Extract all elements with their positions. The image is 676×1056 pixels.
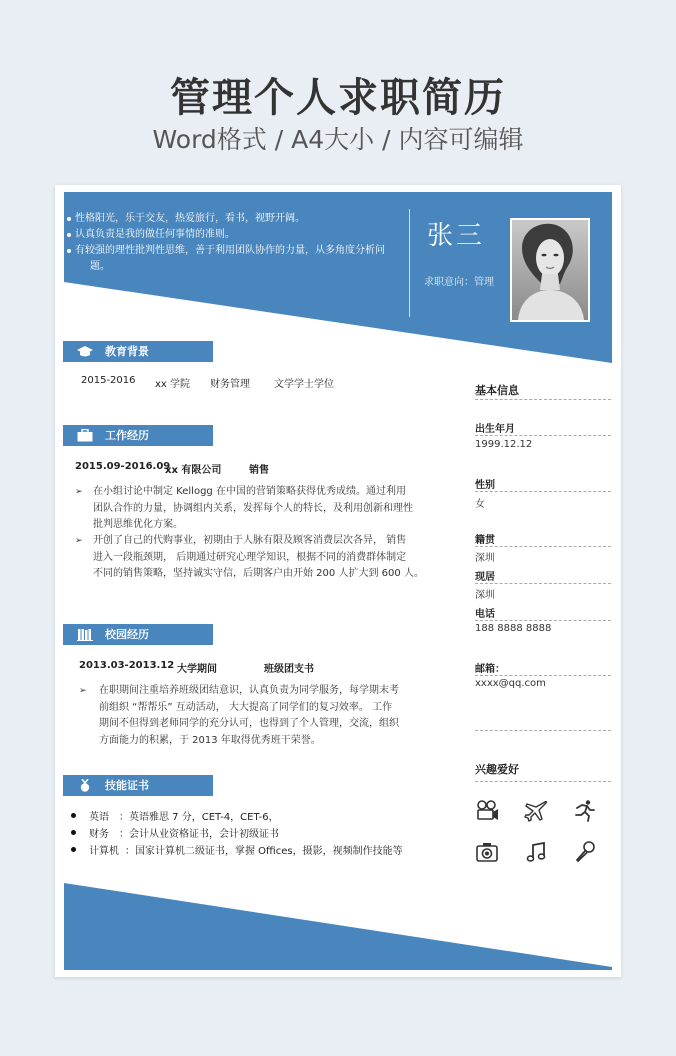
- profile-photo: [510, 218, 590, 322]
- briefcase-icon: [77, 429, 93, 442]
- gender-label: 性别: [475, 480, 495, 491]
- section-header-skills: 技能证书: [63, 775, 213, 796]
- section-header-work: 工作经历: [63, 425, 213, 446]
- phone-value: 188 8888 8888: [475, 623, 552, 634]
- gender-value: 女: [475, 499, 485, 510]
- divider: [475, 399, 611, 400]
- header-bullet: 有较强的理性批判性思维，善于利用团队协作的力量，从多角度分析问: [75, 243, 385, 259]
- divider: [475, 620, 611, 621]
- airplane-icon: [524, 799, 548, 823]
- header-bullet: 认真负责是我的做任何事情的准则。: [75, 227, 235, 243]
- candidate-name: 张三: [427, 221, 486, 251]
- music-note-icon: [524, 840, 548, 864]
- birth-value: 1999.12.12: [475, 439, 533, 450]
- promo-title: 管理个人求职简历: [170, 75, 506, 121]
- residence-value: 深圳: [475, 590, 495, 601]
- skill-label: 财务: [89, 829, 109, 840]
- divider: [475, 491, 611, 492]
- skill-value: ：会计从业资格证书，会计初级证书: [119, 829, 279, 840]
- section-header-campus: 校园经历: [63, 624, 213, 645]
- resume-sheet: [55, 185, 621, 977]
- divider: [475, 730, 611, 731]
- divider: [475, 546, 611, 547]
- work-role: 销售: [249, 465, 269, 476]
- divider: [475, 781, 611, 782]
- campus-role: 班级团支书: [264, 664, 314, 675]
- skill-bullet: [71, 830, 76, 835]
- campus-period: 2013.03-2013.12: [79, 660, 175, 671]
- arrow-bullet: ➢: [75, 487, 83, 497]
- education-period: 2015-2016: [81, 375, 136, 386]
- skill-bullet: [71, 813, 76, 818]
- section-header-education: 教育背景: [63, 341, 213, 362]
- running-icon: [573, 799, 597, 823]
- skill-bullet: [71, 847, 76, 852]
- divider: [475, 583, 611, 584]
- arrow-bullet: ➢: [79, 686, 87, 696]
- origin-label: 籍贯: [475, 535, 495, 546]
- campus-description: 在职期间注重培养班级团结意识，认真负责为同学服务，每学期末考 前组织 “帮帮乐” 互动活动， 大大提高了同学们的复习效率。 工作 期间不但得到老师同学的充分认可，也得到了个人管理，交流，组织 方面能力的积累，于 2013 年取得优秀班干荣誉。: [99, 685, 399, 746]
- hobbies-title: 兴趣爱好: [475, 763, 519, 776]
- header-divider: [409, 209, 410, 317]
- birth-label: 出生年月: [475, 424, 515, 435]
- divider: [475, 675, 611, 676]
- work-company: xx 有限公司: [165, 465, 222, 476]
- email-label: 邮箱：: [475, 664, 505, 675]
- divider: [475, 435, 611, 436]
- microphone-icon: [573, 840, 597, 864]
- work-item: 在小组讨论中制定 Kellogg 在中国的营销策略获得优秀成绩。通过利用 团队合作的力量，协调组内关系，发挥每个人的特长，及利用创新和理性 批判思维优化方案。: [93, 486, 413, 530]
- work-item: 开创了自己的代购事业，初期由于人脉有限及顾客消费层次各异， 销售 进入一段瓶颈期， 后期通过研究心理学知识，根据不同的消费群体制定 不同的销售策略，坚持诚实守信，后期客户由开始 200 人扩大到 600 人。: [93, 535, 424, 579]
- campus-org: 大学期间: [177, 664, 217, 675]
- film-camera-icon: [475, 799, 499, 823]
- phone-label: 电话: [475, 609, 495, 620]
- promo-subtitle: Word格式 / A4大小 / 内容可编辑: [152, 125, 524, 154]
- info-title: 基本信息: [475, 384, 519, 397]
- skill-label: 计算机: [89, 846, 119, 857]
- education-degree: 文学学士学位: [274, 379, 334, 390]
- job-intent: 求职意向：管理: [424, 277, 494, 288]
- skill-value: ：英语雅思 7 分，CET-4，CET-6，: [119, 812, 279, 823]
- camera-icon: [475, 840, 499, 864]
- education-major: 财务管理: [210, 379, 250, 390]
- work-period: 2015.09-2016.09: [75, 461, 171, 472]
- education-school: xx 学院: [155, 379, 191, 390]
- medal-icon: [77, 779, 93, 792]
- book-icon: [77, 628, 93, 641]
- skill-value: ：国家计算机二级证书，掌握 Offices，摄影，视频制作技能等: [125, 846, 403, 857]
- residence-label: 现居: [475, 572, 495, 583]
- email-value: xxxx@qq.com: [475, 678, 546, 689]
- header-bullet: 性格阳光，乐于交友，热爱旅行，看书，视野开阔。: [75, 211, 305, 227]
- arrow-bullet: ➢: [75, 536, 83, 546]
- skill-label: 英语: [89, 812, 109, 823]
- header-bullet-continuation: 题。: [90, 261, 110, 272]
- graduation-cap-icon: [77, 345, 93, 358]
- origin-value: 深圳: [475, 553, 495, 564]
